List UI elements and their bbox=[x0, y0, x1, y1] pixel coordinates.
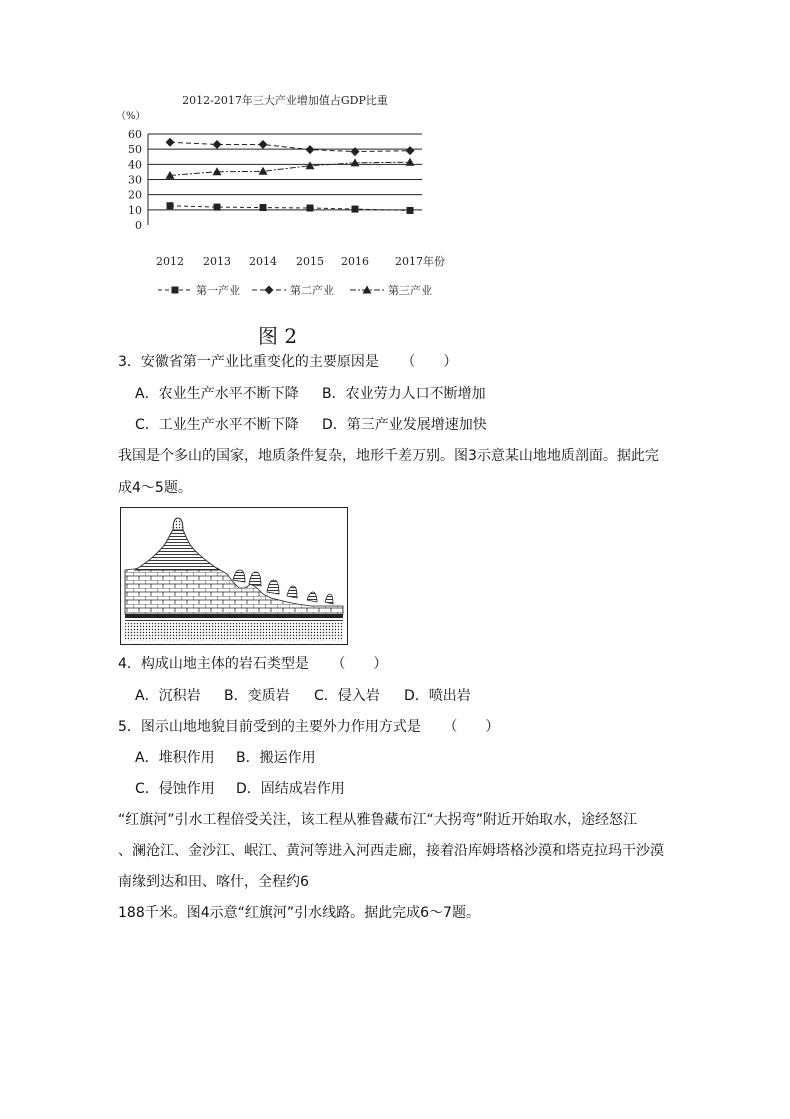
point-s1-2017 bbox=[407, 207, 414, 214]
legend-marker-1 bbox=[172, 287, 179, 294]
y-tick-label-60: 60 bbox=[128, 128, 142, 141]
series-line-2 bbox=[170, 142, 410, 151]
q3-option-d: D．第三产业发展增速加快 bbox=[322, 417, 487, 433]
legend-label-3: 第三产业 bbox=[388, 284, 432, 297]
gdp-share-chart bbox=[110, 88, 450, 313]
q4-option-d: D．喷出岩 bbox=[404, 688, 471, 704]
q5-option-c: C．侵蚀作用 bbox=[135, 781, 215, 797]
q4-stem-text: 4．构成山地主体的岩石类型是 bbox=[118, 656, 309, 672]
intro-4-5-line2: 成4～5题。 bbox=[118, 480, 192, 496]
q4-answer-paren: （ ） bbox=[331, 656, 388, 672]
q5-stem bbox=[118, 717, 499, 737]
q3-stem bbox=[118, 352, 457, 372]
legend-marker-2 bbox=[265, 286, 274, 295]
point-s1-2015 bbox=[307, 205, 314, 212]
point-s1-2013 bbox=[214, 204, 221, 211]
point-s2-2016 bbox=[351, 147, 360, 156]
y-tick-label-0: 0 bbox=[135, 219, 142, 232]
y-axis-unit-label: （%） bbox=[116, 111, 146, 122]
chart-title: 2012-2017年三大产业增加值占GDP比重 bbox=[182, 94, 388, 107]
y-tick-label-20: 20 bbox=[128, 188, 142, 202]
geologic-section-drawing bbox=[121, 508, 347, 644]
point-s2-2013 bbox=[213, 140, 222, 149]
x-tick-label-2014: 2014 bbox=[249, 255, 277, 268]
point-s2-2012 bbox=[166, 138, 175, 147]
q5-option-a: A．堆积作用 bbox=[135, 750, 215, 766]
point-s2-2015 bbox=[306, 145, 315, 154]
point-s1-2014 bbox=[260, 204, 267, 211]
x-tick-label-2012: 2012 bbox=[156, 255, 184, 268]
q4-option-c: C．侵入岩 bbox=[314, 688, 380, 704]
point-s3-2015 bbox=[306, 161, 315, 169]
q5-option-b: B．搬运作用 bbox=[236, 750, 316, 766]
chart-svg bbox=[110, 88, 450, 313]
intro-6-7-line4: 188千米。图4示意“红旗河”引水线路。据此完成6～7题。 bbox=[118, 905, 480, 921]
intro-6-7-line2: 、澜沧江、金沙江、岷江、黄河等进入河西走廊，接着沿库姆塔格沙漠和塔克拉玛干沙漠 bbox=[118, 843, 664, 859]
legend-label-1: 第一产业 bbox=[196, 284, 240, 297]
point-s2-2014 bbox=[259, 140, 268, 149]
intro-6-7-line1: “红旗河”引水工程倍受关注，该工程从雅鲁藏布江“大拐弯”附近开始取水，途经怒江 bbox=[118, 812, 638, 828]
y-tick-label-30: 30 bbox=[128, 173, 142, 187]
point-s1-2016 bbox=[352, 206, 359, 213]
x-tick-label-2013: 2013 bbox=[203, 255, 231, 268]
x-tick-label-2017: 2017年份 bbox=[395, 255, 445, 268]
y-tick-label-50: 50 bbox=[128, 143, 142, 157]
point-s3-2017 bbox=[406, 158, 415, 166]
q3-option-c: C．工业生产水平不断下降 bbox=[135, 417, 299, 433]
q4-option-a: A．沉积岩 bbox=[135, 688, 201, 704]
intro-6-7-line3: 南缘到达和田、喀什，全程约6 bbox=[118, 874, 309, 890]
q3-option-a: A．农业生产水平不断下降 bbox=[135, 386, 299, 402]
intro-4-5-line1: 我国是个多山的国家，地质条件复杂，地形千差万别。图3示意某山地地质剖面。据此完 bbox=[118, 448, 659, 464]
y-tick-label-40: 40 bbox=[128, 158, 142, 172]
q3-stem-text: 3．安徽省第一产业比重变化的主要原因是 bbox=[118, 354, 379, 370]
y-tick-label-10: 10 bbox=[128, 203, 142, 217]
x-tick-label-2015: 2015 bbox=[296, 255, 324, 268]
point-s1-2012 bbox=[167, 202, 174, 209]
q5-answer-paren: （ ） bbox=[443, 719, 500, 735]
q4-stem bbox=[118, 654, 387, 674]
q3-answer-paren: （ ） bbox=[401, 354, 458, 370]
q3-option-b: B．农业劳力人口不断增加 bbox=[322, 386, 486, 402]
point-s2-2017 bbox=[406, 146, 415, 155]
figure-2-label: 图 2 bbox=[258, 324, 298, 348]
q4-option-b: B．变质岩 bbox=[224, 688, 290, 704]
x-tick-label-2016: 2016 bbox=[341, 255, 369, 268]
q5-stem-text: 5．图示山地地貌目前受到的主要外力作用方式是 bbox=[118, 719, 421, 735]
figure-3-geologic-section bbox=[120, 507, 348, 645]
legend-label-2: 第二产业 bbox=[290, 284, 334, 297]
q5-option-d: D．固结成岩作用 bbox=[236, 781, 345, 797]
